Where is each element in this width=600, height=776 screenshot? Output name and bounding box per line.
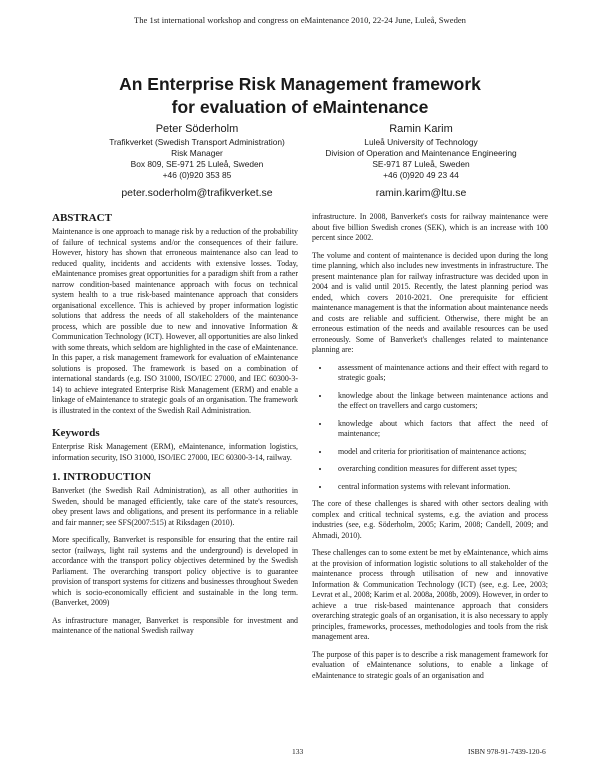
list-item: • knowledge about which factors that affect the need of maintenance;	[330, 419, 548, 440]
paragraph: infrastructure. In 2008, Banverket's costs for railway maintenance were about five billion Swedish crones (SEK), which is an increase with 100 percent since 2002.	[312, 212, 548, 242]
paragraph: The core of these challenges is shared with other sectors dealing with complex and critical technical systems, e.g. the aviation and process industries (see, e.g. Söderholm, 2005; Karim, 2008; Candell, 2009; and Ahmadi, 2010).	[312, 499, 548, 540]
author-address: SE-971 87 Luleå, Sweden	[372, 159, 470, 169]
page-number: 133	[292, 747, 304, 756]
author-role: Division of Operation and Maintenance Engineering	[325, 148, 517, 158]
paragraph: These challenges can to some extent be met by eMaintenance, which aims at the provision of information logistic solutions to all stakeholder of the maintenance process through utilisation of new and innovative Information & Communication Technology (ICT) (see, e.g. Lee, 2003; Levrat et al., 2008; Karim et al. 2008a, 2008b, 2009). However, in order to achieve a true risk-based maintenance approach that considers overarching strategic goals of an organisation, it is also necessary to apply principles, frameworks, processes, methodologies and tools from the risk management area.	[312, 548, 548, 641]
abstract-text: Maintenance is one approach to manage risk by a reduction of the probability of failure of technical systems and/or the consequences of their failure. However, history has shown that erroneous maintenance also can lead to reduced quality, incidents and accidents with extensive losses. Today, eMaintenance promises great opportunities for a paradigm shift from a rather narrow condition-based maintenance approach with focus on technical system health to a true risk-based maintenance approach that considers organisational excellence. This is achieved by proper information logistic solutions that address the needs of all stakeholders of the maintenance process, which are possible due to new and innovative Information & Communication Technology (ICT). However, all opportunities are also linked with some threats, which seldom are highlighted in the case of eMaintenance. In this paper, a risk management framework for evaluation of eMaintenance solutions is proposed. The framework is based on a combination of international standards (e.g. ISO 31000, ISO/IEC 27000, and IEC 60300-3-14) to achieve integrated Enterprise Risk Management (ERM) and enable a linkage of eMaintenance to strategic goals of an organisation. The framework is illustrated in the context of the Swedish Rail Administration.	[52, 227, 298, 415]
challenges-list	[312, 363, 548, 493]
keywords-text: Enterprise Risk Management (ERM), eMaintenance, information logistics, information security, ISO 31000, ISO/IEC 27000, IEC 60300-3-14, railway.	[52, 442, 298, 462]
abstract-heading: ABSTRACT	[52, 212, 112, 224]
running-header: The 1st international workshop and congress on eMaintenance 2010, 22-24 June, Luleå, Sweden	[134, 15, 466, 25]
paragraph: As infrastructure manager, Banverket is responsible for investment and maintenance of the national Swedish railway	[52, 615, 298, 635]
paragraph: Banverket (the Swedish Rail Administration), as all other authorities in Sweden, should be managed efficiently, take care of the state's resources, obey present laws and obligations, and present its performance in a reliable and fair manner; see SFS(2007:515) at Riksdagen (2010).	[52, 486, 298, 527]
isbn: ISBN 978-91-7439-120-6	[468, 747, 546, 756]
list-item: • knowledge about the linkage between maintenance actions and the effect on travellers and cargo customers;	[330, 391, 548, 412]
author-address: Box 809, SE-971 25 Luleå, Sweden	[130, 159, 264, 169]
title-line-2: for evaluation of eMaintenance	[171, 97, 429, 117]
keywords-heading: Keywords	[52, 427, 100, 439]
paper-title	[0, 73, 600, 119]
author-phone: +46 (0)920 49 23 44	[383, 170, 459, 180]
paragraph: The purpose of this paper is to describe a risk management framework for evaluation of eMaintenance solutions, to enable a linkage of eMaintenance to strategic goals of an organisation and	[312, 649, 548, 680]
author-affiliation: Trafikverket (Swedish Transport Administration)	[109, 137, 285, 147]
left-column	[52, 212, 298, 644]
author-name: Peter Söderholm	[155, 123, 239, 135]
paragraph: More specifically, Banverket is responsible for ensuring that the entire rail sector (railways, light rail systems and the underground) is developed in accordance with the transport policy objectives determined by the Swedish Parliament. The overarching transport policy objective is to guarantee provision of transport systems for citizens and businesses throughout Sweden which is socio-economically efficient and sustainable in the long term. (Banverket, 2009)	[52, 535, 298, 607]
author-phone: +46 (0)920 353 85	[162, 170, 232, 180]
author-role: Risk Manager	[171, 148, 223, 158]
author-block-2	[286, 122, 556, 200]
title-line-1: An Enterprise Risk Management framework	[119, 74, 481, 94]
author-affiliation: Luleå University of Technology	[364, 137, 478, 147]
right-column	[312, 212, 548, 688]
list-item: • central information systems with relevant information.	[330, 482, 548, 493]
author-name: Ramin Karim	[389, 123, 453, 135]
author-email: ramin.karim@ltu.se	[375, 187, 467, 199]
paragraph: The volume and content of maintenance is decided upon during the long time planning, which also includes new investments in infrastructure. The present maintenance plan for railway infrastructure was decided upon in 2004 and is valid until 2015. Recently, the latest planning period was ended, which covers 2010-2021. One prerequisite for efficient maintenance management is that the information about maintenance needs and costs are reliable and sufficient. Otherwise, there might be an erroneous estimation of the needs and available resources can be used erroneously. Some of Banverket's challenges related to maintenance planning are:	[312, 250, 548, 354]
author-block-1	[77, 122, 317, 200]
list-item: • overarching condition measures for different asset types;	[330, 464, 548, 475]
list-item: • model and criteria for prioritisation of maintenance actions;	[330, 447, 548, 458]
author-email: peter.soderholm@trafikverket.se	[121, 187, 273, 199]
list-item: • assessment of maintenance actions and their effect with regard to strategic goals;	[330, 363, 548, 384]
introduction-heading: 1. INTRODUCTION	[52, 471, 152, 483]
